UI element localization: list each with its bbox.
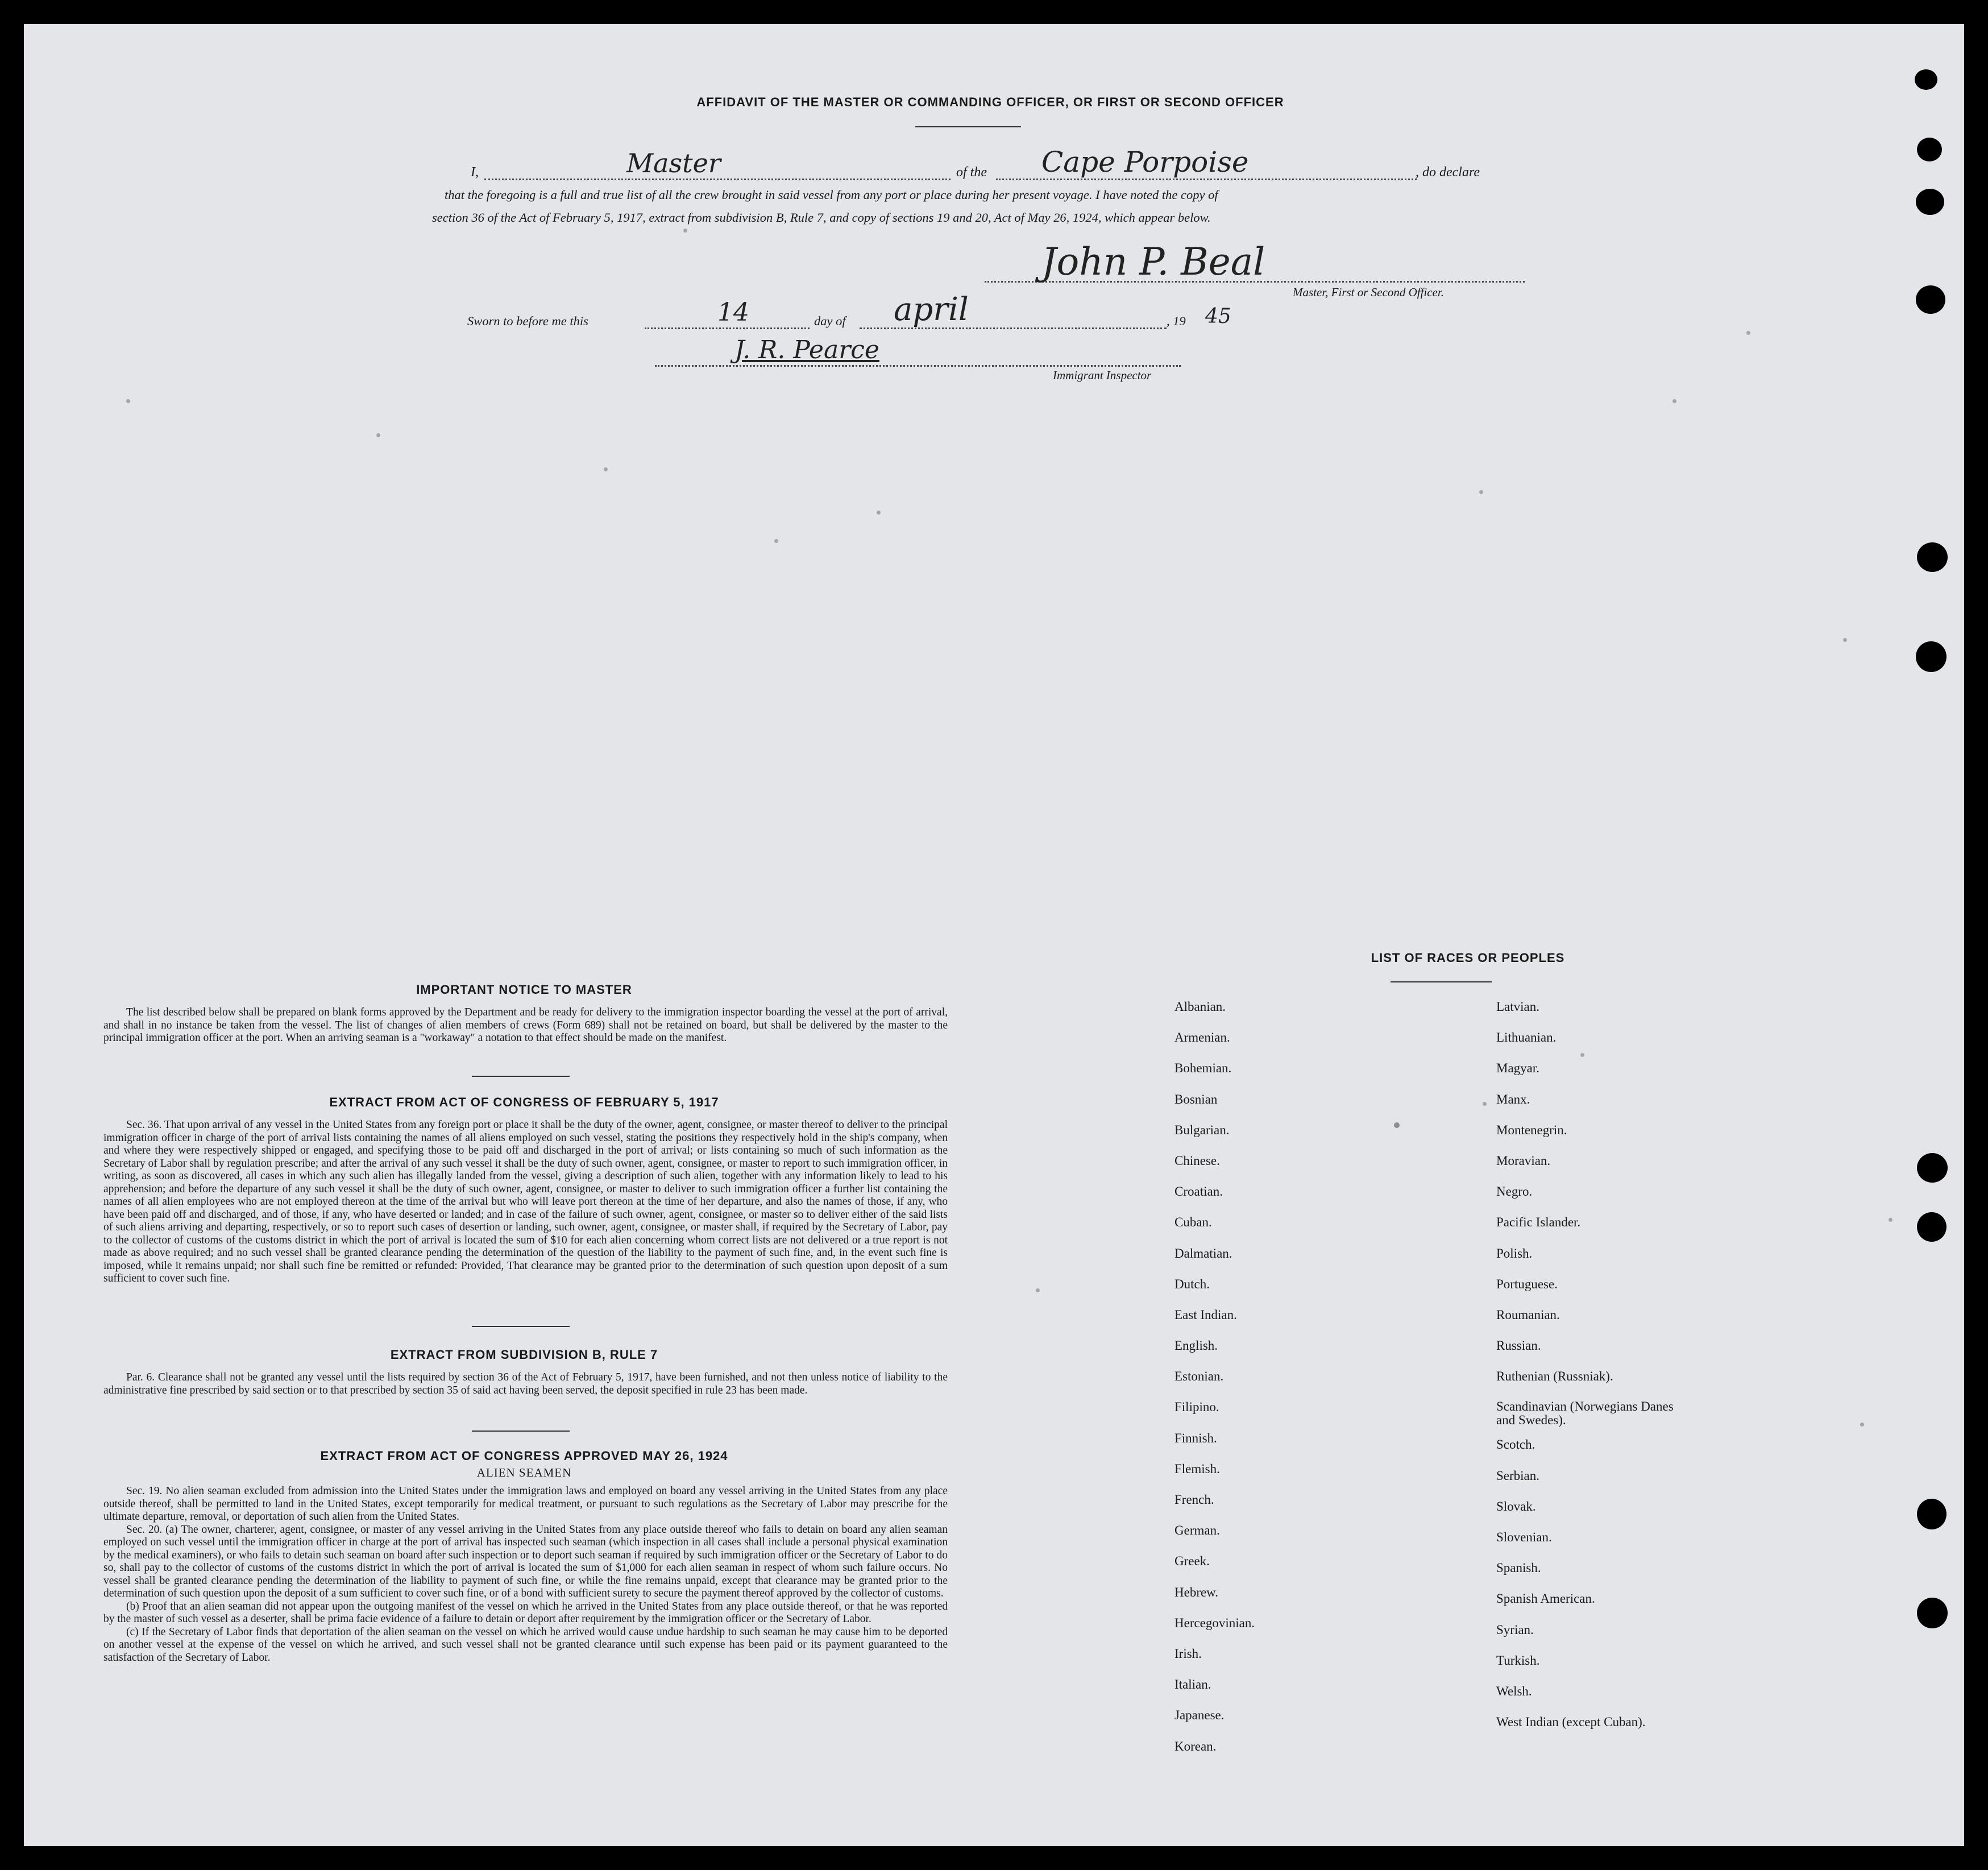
- race-item: Korean.: [1174, 1739, 1217, 1753]
- race-item: German.: [1174, 1523, 1220, 1538]
- race-item: Bosnian: [1174, 1092, 1218, 1106]
- punch-hole: [1915, 69, 1937, 90]
- race-item: Manx.: [1496, 1092, 1530, 1106]
- master-signature: John P. Beal: [1041, 240, 1265, 284]
- race-item: Moravian.: [1496, 1153, 1551, 1168]
- scan-speck: [1580, 1053, 1584, 1057]
- race-item: Armenian.: [1174, 1030, 1230, 1045]
- race-item: Bulgarian.: [1174, 1122, 1230, 1137]
- affidavit-line-3: section 36 of the Act of February 5, 1917, extract from subdivision B, Rule 7, and copy of sections 19 and 20, Act of May 26, 1924, which appear below.: [432, 210, 1211, 225]
- notice-text: [103, 1006, 948, 1045]
- punch-hole: [1917, 1598, 1948, 1628]
- race-item: Welsh.: [1496, 1684, 1532, 1698]
- punch-hole: [1917, 1499, 1947, 1529]
- par6-paragraph: Par. 6. Clearance shall not be granted any vessel until the lists required by section 36 of the Act of February 5, 1917, have been furnished, and not then unless notice of liability to the administrative fine prescribed by said section or to that prescribed by section 35 of said act having been served, the deposit specified in rule 23 has been made.: [103, 1371, 948, 1396]
- race-item: Dalmatian.: [1174, 1246, 1232, 1261]
- race-item: Russian.: [1496, 1338, 1541, 1353]
- race-item: French.: [1174, 1492, 1214, 1507]
- race-item: West Indian (except Cuban).: [1496, 1715, 1646, 1730]
- race-item: Latvian.: [1496, 1000, 1539, 1014]
- scan-speck: [1483, 1102, 1487, 1106]
- affidavit-title: AFFIDAVIT OF THE MASTER OR COMMANDING OFFICER, OR FIRST OR SECOND OFFICER: [696, 95, 1284, 109]
- races-title: LIST OF RACES OR PEOPLES: [1371, 951, 1565, 965]
- race-item: Filipino.: [1174, 1400, 1219, 1415]
- extract1917-title: EXTRACT FROM ACT OF CONGRESS OF FEBRUARY 5, 1917: [329, 1095, 719, 1109]
- race-item: Estonian.: [1174, 1369, 1224, 1384]
- affidavit-i-label: I,: [471, 165, 479, 180]
- scan-speck: [1746, 331, 1750, 335]
- race-item: Spanish American.: [1496, 1591, 1595, 1606]
- scan-speck: [683, 229, 687, 233]
- do-declare-label: , do declare: [1416, 165, 1480, 180]
- sworn-day-handwritten: 14: [717, 298, 749, 327]
- race-item: Croatian.: [1174, 1184, 1223, 1199]
- scan-speck: [877, 511, 881, 515]
- race-item: Hercegovinian.: [1174, 1615, 1255, 1630]
- vessel-field-line: [996, 179, 1417, 180]
- race-item: Magyar.: [1496, 1061, 1540, 1076]
- race-item: Albanian.: [1174, 1000, 1226, 1014]
- race-item: Slovak.: [1496, 1499, 1536, 1514]
- race-item: East Indian.: [1174, 1307, 1237, 1322]
- scan-speck: [604, 467, 608, 471]
- race-item: Irish.: [1174, 1646, 1202, 1661]
- sworn-label: Sworn to before me this: [467, 314, 588, 328]
- races-column-2: [1496, 1000, 1684, 1745]
- race-item: Chinese.: [1174, 1153, 1220, 1168]
- scan-speck: [376, 433, 380, 437]
- subdivisionB-rule: [472, 1431, 570, 1432]
- master-signature-caption: Master, First or Second Officer.: [1293, 285, 1444, 299]
- subdivisionB-text: [103, 1371, 948, 1397]
- race-item: Finnish.: [1174, 1431, 1217, 1445]
- punch-hole: [1916, 189, 1944, 215]
- race-item: Spanish.: [1496, 1561, 1541, 1575]
- race-item: English.: [1174, 1338, 1218, 1353]
- extract1924-subtitle: ALIEN SEAMEN: [476, 1466, 572, 1479]
- race-item: Dutch.: [1174, 1276, 1210, 1291]
- race-item: Polish.: [1496, 1246, 1533, 1261]
- race-item: Portuguese.: [1496, 1276, 1558, 1291]
- scan-speck: [1843, 638, 1847, 642]
- punch-hole: [1917, 1153, 1948, 1183]
- scan-speck: [774, 539, 778, 543]
- sec20a-paragraph: Sec. 20. (a) The owner, charterer, agent, consignee, or master of any vessel arriving in the United States from any place outside thereof who fails to detain on board any alien seaman employed on such vessel until the immigration officer in charge at the port of arrival has inspected such seaman (which inspection in all cases shall include a personal physical examination by the medical examiners), or who fails to detain such seaman on board after such inspection or to deport such seaman if required by such immigration officer or the Secretary of Labor to do so, shall pay to the collector of customs of the customs district in which the port of arrival is located the sum of $1,000 for each alien seaman in respect of whom such failure occurs. No vessel shall be granted clearance pending the determination of the liability to payment of such fine, or while the fine remains unpaid, except that clearance may be granted prior to the determination of such question upon the deposit of a sum sufficient to cover such fine, or of a bond with sufficient surety to secure the payment thereof approved by the collector of customs.: [103, 1523, 948, 1599]
- race-item: Pacific Islander.: [1496, 1215, 1581, 1230]
- race-item: Ruthenian (Russniak).: [1496, 1369, 1613, 1384]
- race-item: Syrian.: [1496, 1622, 1534, 1637]
- race-item: Serbian.: [1496, 1468, 1540, 1483]
- race-item: Cuban.: [1174, 1215, 1212, 1230]
- race-item: Bohemian.: [1174, 1061, 1232, 1076]
- scan-speck: [1036, 1288, 1040, 1292]
- notice-title: IMPORTANT NOTICE TO MASTER: [416, 982, 632, 997]
- inspector-signature: J. R. Pearce: [734, 335, 879, 364]
- races-column-1: [1174, 1000, 1255, 1770]
- sec20c-paragraph: (c) If the Secretary of Labor finds that deportation of the alien seaman on the vessel on which he arrived would cause undue hardship to such seaman he may cause him to be deported on another vessel at the expense of the vessel on which he arrived, and such vessel shall not be granted clearance until such expense has been paid or its payment guaranteed to the satisfaction of the Secretary of Labor.: [103, 1626, 948, 1664]
- race-item: Scotch.: [1496, 1437, 1535, 1452]
- sec36-paragraph: Sec. 36. That upon arrival of any vessel in the United States from any foreign port or place it shall be the duty of the owner, agent, consignee, or master thereof to deliver to the principal immigration officer in charge of the port of arrival lists containing the names of all aliens employed on such vessel, stating the positions they respectively hold in the ship's company, when and where they were respectively shipped or engaged, and specifying those to be paid off and discharged in the port of arrival; or lists containing so much of such information as the Secretary of Labor shall by regulation prescribe; and after the arrival of any such vessel it shall be the duty of such owner, agent, consignee, or master to report to such immigration officer, in writing, as soon as discovered, all cases in which any such alien has illegally landed from the vessel, giving a description of such alien, together with any information likely to lead to his apprehension; and before the departure of any such vessel it shall be the duty of such owner, agent, consignee, or master to deliver to such immigration officer a further list containing the names of all alien employees who are not employed thereon at the time of the arrival but who will leave port thereon at the time of her departure, and also the names of those, if any, who have been paid off and discharged, and of those, if any, who have deserted or landed; and in case of the failure of such owner, agent, consignee, or master so to deliver either of the said lists of such aliens arriving and departing, respectively, or so to report such cases of desertion or landing, such owner, agent, consignee, or master shall, if required by the Secretary of Labor, pay to the collector of customs of the customs district in which the port of arrival is located the sum of $10 for each alien concerning whom correct lists are not delivered or a true report is not made as above required; and no such vessel shall be granted clearance pending the determination of the question of the liability to the payment of such fine, and, in the event such fine is imposed, while it remains unpaid; nor shall such fine be remitted or refunded: Provided, That clearance may be granted prior to the determination of such question upon deposit of a sum sufficient to cover such fine.: [103, 1119, 948, 1284]
- scan-speck: [1672, 399, 1676, 403]
- notice-rule: [472, 1076, 570, 1077]
- extract1917-rule: [472, 1326, 570, 1327]
- vessel-handwritten: Cape Porpoise: [1041, 146, 1249, 179]
- race-item: Greek.: [1174, 1554, 1210, 1569]
- scan-speck: [126, 399, 130, 403]
- races-title-rule: [1391, 981, 1492, 982]
- notice-paragraph: The list described below shall be prepared on blank forms approved by the Department and be ready for delivery to the immigration inspector boarding the vessel at the port of arrival, and shall in no instance be taken from the vessel. The list of changes of alien members of crews (Form 689) shall not be retained on board, but shall be delivered by the master to the principal immigration officer at the port. When an arriving seaman is a "workaway" a notation to that effect should be made on the manifest.: [103, 1006, 948, 1044]
- document-page: [24, 24, 1964, 1846]
- race-item: Flemish.: [1174, 1461, 1220, 1476]
- punch-hole: [1916, 285, 1945, 314]
- punch-hole: [1917, 1212, 1947, 1242]
- extract1924-text: [103, 1485, 948, 1664]
- race-item: Turkish.: [1496, 1653, 1540, 1668]
- scan-speck: [1889, 1218, 1892, 1222]
- subdivisionB-title: EXTRACT FROM SUBDIVISION B, RULE 7: [390, 1347, 658, 1362]
- scan-speck: [1479, 490, 1483, 494]
- punch-hole: [1917, 542, 1948, 572]
- race-item: Japanese.: [1174, 1708, 1225, 1723]
- scan-speck: [1860, 1423, 1864, 1427]
- affidavit-title-rule: [915, 126, 1021, 127]
- extract1917-text: [103, 1119, 948, 1286]
- sec20b-paragraph: (b) Proof that an alien seaman did not appear upon the outgoing manifest of the vessel on which he arrived in the United States from any place outside thereof, or that he was reported by the master of such vessel as a deserter, shall be prima facie evidence of a failure to detain or deport after requirement by the immigration officer or the Secretary of Labor.: [103, 1600, 948, 1625]
- race-item: Slovenian.: [1496, 1530, 1552, 1544]
- race-item: Scandinavian (Norwegians Danes and Swedes).: [1496, 1399, 1674, 1428]
- extract1924-title: EXTRACT FROM ACT OF CONGRESS APPROVED MAY 26, 1924: [320, 1449, 728, 1463]
- year-prefix: , 19: [1167, 314, 1186, 328]
- affidavit-line-2: that the foregoing is a full and true list of all the crew brought in said vessel from any port or place during her present voyage. I have noted the copy of: [445, 188, 1218, 202]
- sec19-paragraph: Sec. 19. No alien seaman excluded from admission into the United States under the immigration laws and employed on board any vessel arriving in the United States from any place outside thereof, shall be permitted to land in the United States, except temporarily for medical treatment, or pursuant to such regulations as the Secretary of Labor may prescribe for the ultimate departure, removal, or deportation of such alien from the United States.: [103, 1485, 948, 1523]
- year-handwritten: 45: [1205, 305, 1231, 328]
- sworn-month-handwritten: april: [894, 291, 969, 328]
- race-item: Hebrew.: [1174, 1585, 1219, 1599]
- sworn-day-line: [645, 327, 810, 329]
- day-of-label: day of: [814, 314, 846, 328]
- name-field-line: [484, 179, 951, 180]
- race-item: Lithuanian.: [1496, 1030, 1557, 1045]
- name-handwritten: Master: [626, 148, 721, 179]
- inspector-caption: Immigrant Inspector: [1053, 368, 1152, 382]
- inspector-signature-line: [655, 365, 1181, 367]
- race-item: Roumanian.: [1496, 1307, 1560, 1322]
- scan-speck: [1394, 1122, 1400, 1128]
- race-item: Montenegrin.: [1496, 1122, 1567, 1137]
- of-the-label: of the: [956, 165, 987, 180]
- race-item: Negro.: [1496, 1184, 1533, 1199]
- punch-hole: [1917, 138, 1942, 161]
- punch-hole: [1916, 641, 1947, 672]
- race-item: Italian.: [1174, 1677, 1211, 1692]
